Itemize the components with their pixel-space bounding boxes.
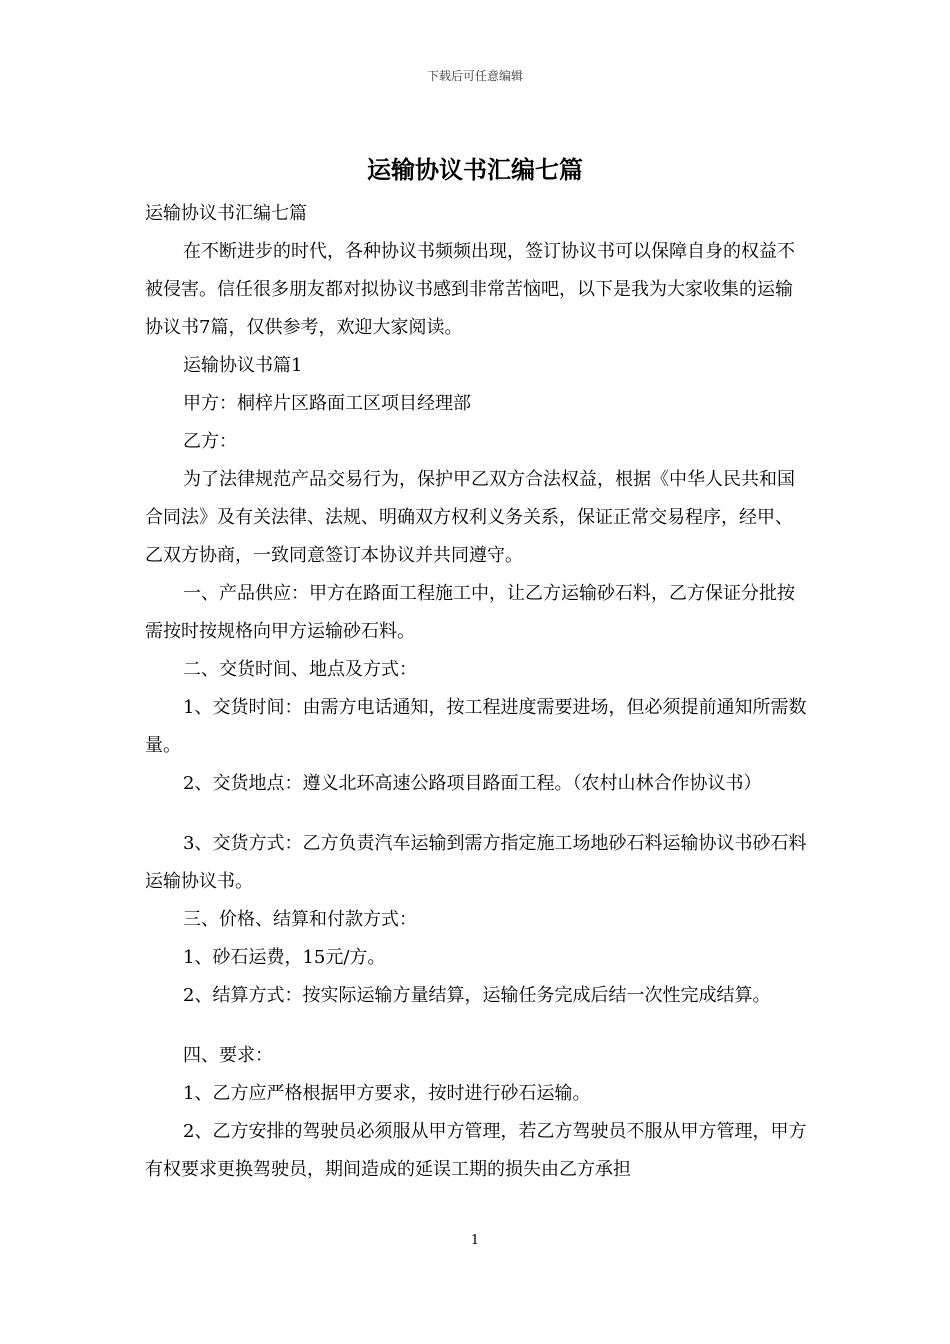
document-body <box>145 195 809 1189</box>
clause-delivery-method: 3、交货方式：乙方负责汽车运输到需方指定施工场地砂石料运输协议书砂石料运输协议书。 <box>145 833 807 892</box>
spacer <box>145 803 809 825</box>
intro-paragraph: 在不断进步的时代，各种协议书频频出现，签订协议书可以保障自身的权益不被侵害。信任很多朋友都对拟协议书感到非常苦恼吧，以下是我为大家收集的运输协议书7篇，仅供参考，欢迎大家阅读。 <box>145 241 795 338</box>
clause-delivery-time: 1、交货时间：由需方电话通知，按工程进度需要进场，但必须提前通知所需数量。 <box>145 697 807 756</box>
clause-delivery-heading: 二、交货时间、地点及方式： <box>183 659 417 680</box>
clause-settlement: 2、结算方式：按实际运输方量结算，运输任务完成后结一次性完成结算。 <box>183 985 771 1006</box>
preamble-paragraph: 为了法律规范产品交易行为，保护甲乙双方合法权益，根据《中华人民共和国合同法》及有关法律、法规、明确双方权利义务关系，保证正常交易程序，经甲、乙双方协商，一致同意签订本协议并共同遵守。 <box>145 469 795 566</box>
clause-requirements-heading: 四、要求： <box>183 1045 273 1066</box>
spacer <box>145 1015 809 1037</box>
clause-requirement-1: 1、乙方应严格根据甲方要求，按时进行砂石运输。 <box>183 1083 591 1104</box>
party-b-line: 乙方： <box>183 431 237 452</box>
clause-freight: 1、砂石运费，15元/方。 <box>183 947 386 968</box>
document-title: 运输协议书汇编七篇 <box>367 155 583 184</box>
clause-product-supply: 一、产品供应：甲方在路面工程施工中，让乙方运输砂石料，乙方保证分批按需按时按规格向甲方运输砂石料。 <box>145 583 795 642</box>
party-a-line: 甲方：桐梓片区路面工区项目经理部 <box>183 393 471 414</box>
page-number: 1 <box>470 1233 480 1248</box>
document-subtitle: 运输协议书汇编七篇 <box>145 203 307 224</box>
clause-price-heading: 三、价格、结算和付款方式： <box>183 909 417 930</box>
section-heading: 运输协议书篇1 <box>183 355 303 376</box>
header-note: 下载后可任意编辑 <box>426 69 523 83</box>
clause-requirement-2: 2、乙方安排的驾驶员必须服从甲方管理，若乙方驾驶员不服从甲方管理，甲方有权要求更换驾驶员，期间造成的延误工期的损失由乙方承担 <box>145 1121 807 1180</box>
clause-delivery-place: 2、交货地点：遵义北环高速公路项目路面工程。（农村山林合作协议书） <box>183 773 762 794</box>
